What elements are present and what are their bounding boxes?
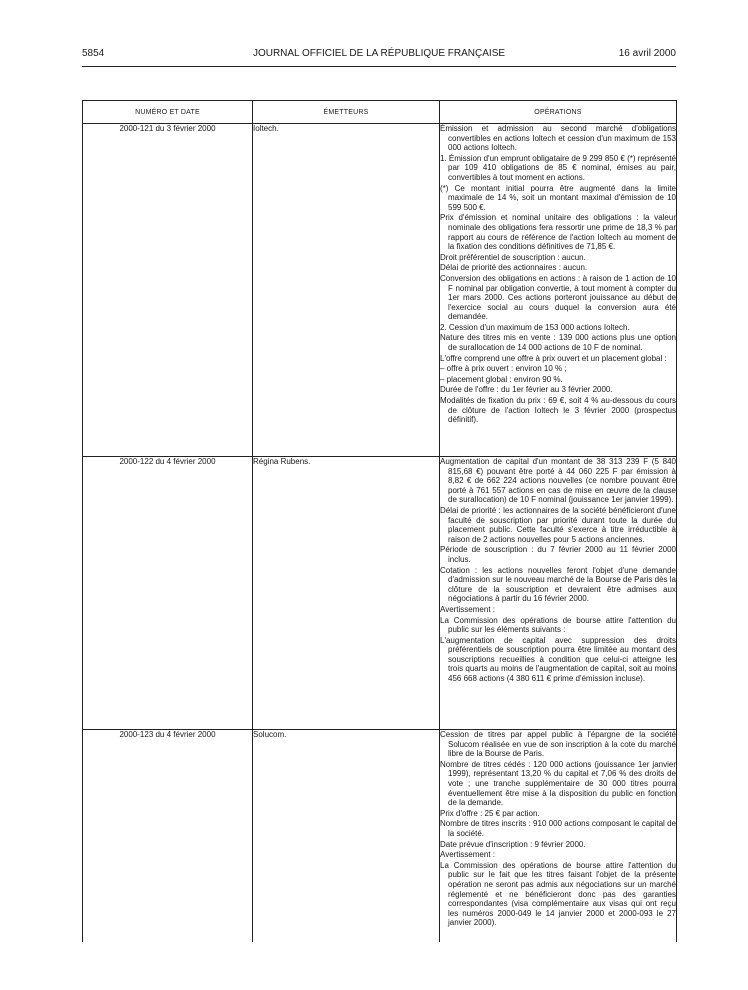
operation-paragraph: Avertissement : <box>440 850 495 860</box>
table-row <box>83 124 677 457</box>
operation-paragraph: Nature des titres mis en vente : 139 000 actions plus une option de surallocation de 14 000 actions de 10 F de nominal. <box>440 333 676 353</box>
column-header-issuers: ÉMETTEURS <box>253 101 440 124</box>
operations-table <box>82 100 677 942</box>
table-row <box>83 730 677 943</box>
number-date-cell: 2000-123 du 4 février 2000 <box>83 730 253 943</box>
table-row <box>83 457 677 730</box>
column-header-operations: OPÉRATIONS <box>440 101 677 124</box>
operation-paragraph: L'offre comprend une offre à prix ouvert et un placement global : <box>440 353 667 363</box>
number-date-cell: 2000-122 du 4 février 2000 <box>83 457 253 730</box>
operation-paragraph: 1. Émission d'un emprunt obligataire de 9 299 850 € (*) représenté par 109 410 obligations de 85 € nominal, émises au pair, convertibles à tout moment en actions. <box>440 153 676 182</box>
operation-paragraph: Prix d'offre : 25 € par action. <box>440 808 540 818</box>
operation-paragraph: Nombre de titres inscrits : 910 000 actions composant le capital de la société. <box>440 819 676 838</box>
operation-paragraph: Cession de titres par appel public à l'épargne de la société Solucom réalisée en vue de son inscription à la cote du marché libre de la Bourse de Paris. <box>440 730 676 759</box>
publication-date: 16 avril 2000 <box>618 48 676 59</box>
issuer-cell: Ioltech. <box>253 124 440 457</box>
operation-paragraph: La Commission des opérations de bourse attire l'attention du public sur le fait que les titres faisant l'objet de la présente opération ne seront pas admis aux négociations sur un marché réglementé et ne bénéficieront donc pas des garanties correspondantes (visa complémentaire aux visas qui ont reçu les numéros 2000-049 le 14 janvier 2000 et 2000-093 le 27 janvier 2000). <box>440 860 676 928</box>
operation-paragraph: Période de souscription : du 7 février 2000 au 11 février 2000 inclus. <box>440 545 676 564</box>
operation-paragraph: 2. Cession d'un maximum de 153 000 actions Ioltech. <box>440 322 630 332</box>
operation-paragraph: Nombre de titres cédés : 120 000 actions (jouissance 1er janvier 1999), représentant 13,20 % du capital et 7,06 % des droits de vote ; une tranche supplémentaire de 30 000 titres pourra éventuellement être mise à la disposition du public en fonction de la demande. <box>440 759 676 808</box>
operation-paragraph: Émission et admission au second marché d'obligations convertibles en actions Ioltech et cession d'un maximum de 153 000 actions Ioltech. <box>440 124 676 153</box>
operation-paragraph: Droit préférentiel de souscription : aucun. <box>440 252 586 262</box>
operation-paragraph: La Commission des opérations de bourse attire l'attention du public sur les éléments suivants : <box>440 615 676 635</box>
page-number: 5854 <box>82 48 105 59</box>
operation-paragraph: Conversion des obligations en actions : à raison de 1 action de 10 F nominal par obligation convertie, à tout moment à compter du 1er mars 2000. Ces actions porteront jouissance au début de l'exercice social au cours duquel la conversion aura été demandée. <box>440 273 676 322</box>
page-header <box>82 48 676 66</box>
operation-paragraph: Délai de priorité des actionnaires : aucun. <box>440 263 588 273</box>
operation-paragraph: Délai de priorité : les actionnaires de la société bénéficieront d'une faculté de souscription par priorité durant toute la durée du placement public. Cette faculté s'exerce à titre irréductible à raison de 2 actions nouvelles pour 5 actions anciennes. <box>440 505 676 544</box>
issuer-cell: Solucom. <box>253 730 440 943</box>
operation-paragraph: Cotation : les actions nouvelles feront l'objet d'une demande d'admission sur le nouveau marché de la Bourse de Paris dès la clôture de la souscription et devraient être admises aux négociations à partir du 16 février 2000. <box>440 565 676 604</box>
number-date-cell: 2000-121 du 3 février 2000 <box>83 124 253 457</box>
operations-cell <box>440 730 677 943</box>
operation-paragraph: – placement global : environ 90 %. <box>440 374 563 384</box>
operation-paragraph: – offre à prix ouvert : environ 10 % ; <box>440 364 567 374</box>
operations-cell <box>440 124 677 457</box>
header-divider <box>82 66 676 67</box>
operation-paragraph: Date prévue d'inscription : 9 février 2000. <box>440 839 586 849</box>
operation-paragraph: L'augmentation de capital avec suppression des droits préférentiels de souscription pourra être limitée au montant des souscriptions recueillies à condition que celui-ci atteigne les trois quarts au moins de l'augmentation de capital, soit au moins 456 668 actions (4 380 611 € prime d'émission incluse). <box>440 635 676 684</box>
table-header-row <box>83 101 677 124</box>
column-header-number-date: NUMÉRO ET DATE <box>83 101 253 124</box>
operation-paragraph: (*) Ce montant initial pourra être augmenté dans la limite maximale de 14 %, soit un montant maximal d'émission de 10 599 500 €. <box>440 183 676 212</box>
operation-paragraph: Durée de l'offre : du 1er février au 3 février 2000. <box>440 385 613 395</box>
operation-paragraph: Augmentation de capital d'un montant de 38 313 239 F (5 840 815,68 €) pouvant être porté à 44 060 225 F par émission à 8,82 € de 662 224 actions nouvelles (ce nombre pouvant être porté à 761 557 actions en cas de mise en œuvre de la clause de surallocation) de 10 F nominal (jouissance 1er janvier 1999). <box>440 457 676 505</box>
operation-paragraph: Avertissement : <box>440 604 495 614</box>
issuer-cell: Régina Rubens. <box>253 457 440 730</box>
journal-title: JOURNAL OFFICIEL DE LA RÉPUBLIQUE FRANÇAISE <box>252 48 506 59</box>
operations-cell <box>440 457 677 730</box>
operation-paragraph: Modalités de fixation du prix : 69 €, soit 4 % au-dessous du cours de clôture de l'action Ioltech le 3 février 2000 (prospectus définitif). <box>440 396 676 425</box>
operation-paragraph: Prix d'émission et nominal unitaire des obligations : la valeur nominale des obligations fera ressortir une prime de 18,3 % par rapport au cours de référence de l'action Ioltech au moment de la fixation des conditions définitives de 71,85 €. <box>440 213 676 252</box>
